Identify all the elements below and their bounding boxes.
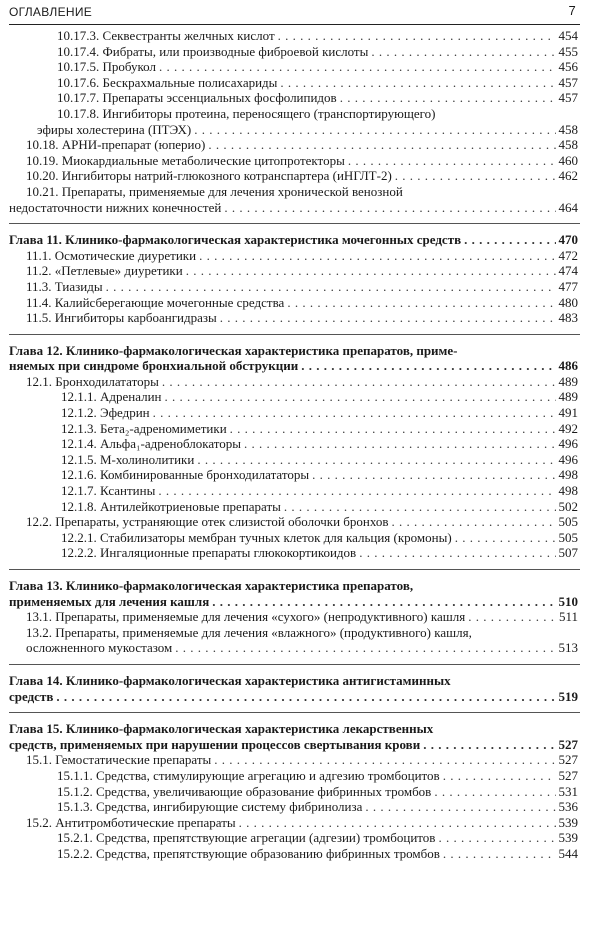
toc-chapter[interactable]: [9, 689, 580, 705]
toc-entry[interactable]: [9, 153, 580, 169]
toc-entry[interactable]: [9, 436, 580, 452]
dot-leader: [244, 436, 555, 452]
toc-entry[interactable]: [9, 815, 580, 831]
entry-page: 507: [558, 545, 578, 561]
dot-leader: [438, 830, 555, 846]
entry-page: 539: [558, 830, 578, 846]
entry-title: 10.19. Миокардиальные метаболические цитопротекторы: [26, 152, 345, 168]
toc-entry[interactable]: [9, 310, 580, 326]
page-number: 7: [568, 3, 576, 18]
entry-page: 502: [558, 498, 578, 514]
entry-title: 11.4. Калийсберегающие мочегонные средства: [26, 294, 285, 310]
entry-page: 496: [558, 451, 578, 467]
dot-leader: [312, 467, 555, 483]
toc-entry[interactable]: [9, 640, 580, 656]
entry-page: 527: [558, 736, 578, 752]
toc-entry[interactable]: [9, 279, 580, 295]
entry-page: 519: [558, 688, 578, 704]
entry-page: 539: [558, 814, 578, 830]
chapter-title: средств, применяемых при нарушении процессов свертывания крови: [9, 736, 421, 752]
entry-page: 457: [558, 90, 578, 106]
toc-entry[interactable]: [9, 830, 580, 846]
toc-entry[interactable]: [9, 752, 580, 768]
entry-page: 513: [558, 640, 578, 656]
toc-entry[interactable]: [9, 609, 580, 625]
entry-page: 527: [558, 752, 578, 768]
entry-title: 15.1.3. Средства, ингибирующие систему фибринолиза: [57, 799, 363, 815]
entry-title: 12.1.2. Эфедрин: [61, 405, 150, 421]
entry-title: 10.17.4. Фибраты, или производные фиброевой кислоты: [57, 43, 369, 59]
section-divider: [9, 656, 580, 665]
entry-page: 498: [558, 467, 578, 483]
toc-entry[interactable]: [9, 263, 580, 279]
entry-page: 456: [558, 59, 578, 75]
entry-title: 12.1.3. Бета₂-адреномиметики: [61, 420, 227, 436]
dot-leader: [208, 137, 555, 153]
dot-leader: [106, 279, 556, 295]
dot-leader: [423, 737, 555, 753]
entry-title: 15.1.1. Средства, стимулирующие агрегацию и адгезию тромбоцитов: [57, 767, 440, 783]
toc-chapter[interactable]: [9, 594, 580, 610]
toc-entry-line[interactable]: 10.21. Препараты, применяемые для лечения хронической венозной: [26, 183, 403, 199]
section-divider: [9, 215, 580, 224]
toc-entry[interactable]: [9, 248, 580, 264]
entry-page: 486: [558, 358, 578, 374]
entry-page: 505: [558, 529, 578, 545]
toc-entry-line[interactable]: 10.17.8. Ингибиторы протеина, переносящего (транспортирующего): [57, 105, 436, 121]
entry-page: 510: [558, 593, 578, 609]
entry-page: 454: [558, 28, 578, 43]
toc-entry[interactable]: [9, 75, 580, 91]
entry-title: 15.1. Гемостатические препараты: [26, 752, 212, 768]
dot-leader: [280, 75, 555, 91]
entry-page: 496: [558, 436, 578, 452]
dot-leader: [153, 405, 556, 421]
dot-leader: [278, 28, 556, 44]
section-divider: [9, 704, 580, 713]
toc-chapter-line[interactable]: Глава 15. Клинико-фармакологическая характеристика лекарственных: [9, 721, 434, 737]
entry-title: 10.17.3. Секвестранты желчных кислот: [57, 28, 275, 43]
entry-page: 489: [558, 389, 578, 405]
entry-title: 12.1.5. М-холинолитики: [61, 451, 195, 467]
entry-title: недостаточности нижних конечностей: [9, 199, 222, 215]
dot-leader: [371, 44, 555, 60]
toc-entry[interactable]: [9, 768, 580, 784]
toc-chapter[interactable]: [9, 358, 580, 374]
toc-entry[interactable]: [9, 44, 580, 60]
dot-leader: [284, 499, 556, 515]
dot-leader: [199, 248, 555, 264]
toc-entry[interactable]: [9, 483, 580, 499]
toc-entry[interactable]: [9, 545, 580, 561]
entry-page: 480: [558, 294, 578, 310]
toc-entry[interactable]: [9, 137, 580, 153]
entry-title: 11.1. Осмотические диуретики: [26, 247, 197, 263]
entry-page: 474: [558, 263, 578, 279]
dot-leader: [464, 232, 555, 248]
entry-page: 458: [558, 137, 578, 153]
entry-page: 531: [558, 783, 578, 799]
entry-title: 12.1.4. Альфа₁-адреноблокаторы: [61, 436, 242, 452]
dot-leader: [158, 483, 555, 499]
entry-title: 15.1.2. Средства, увеличивающие образование фибринных тромбов: [57, 783, 432, 799]
chapter-title: применяемых для лечения кашля: [9, 593, 210, 609]
entry-title: 10.20. Ингибиторы натрий-глюкозного котранспартера (иНГЛТ-2): [26, 168, 392, 184]
entry-title: 12.2. Препараты, устраняющие отек слизистой оболочки бронхов: [26, 514, 389, 530]
entry-page: 458: [558, 121, 578, 137]
chapter-title: няемых при синдроме бронхиальной обструкции: [9, 358, 299, 374]
dot-leader: [239, 815, 556, 831]
toc-entry[interactable]: [9, 122, 580, 138]
dot-leader: [186, 263, 556, 279]
entry-title: 12.2.1. Стабилизаторы мембран тучных клеток для кальция (кромоны): [61, 529, 452, 545]
entry-page: 460: [558, 152, 578, 168]
toc-entry[interactable]: [9, 499, 580, 515]
dot-leader: [392, 514, 556, 530]
toc-entry[interactable]: [9, 200, 580, 216]
dot-leader: [443, 846, 556, 862]
dot-leader: [197, 452, 555, 468]
dot-leader: [212, 594, 555, 610]
entry-page: 455: [558, 43, 578, 59]
dot-leader: [340, 90, 556, 106]
entry-title: 12.1. Бронходилататоры: [26, 373, 159, 389]
dot-leader: [395, 168, 556, 184]
entry-title: 10.17.5. Пробукол: [57, 59, 156, 75]
entry-page: 492: [558, 420, 578, 436]
entry-title: 10.17.7. Препараты эссенциальных фосфолипидов: [57, 90, 337, 106]
section-divider: [9, 326, 580, 335]
dot-leader: [365, 799, 555, 815]
entry-page: 511: [558, 609, 578, 625]
toc-entry[interactable]: [9, 90, 580, 106]
dot-leader: [434, 784, 555, 800]
entry-title: осложненного мукостазом: [26, 640, 173, 656]
dot-leader: [348, 153, 556, 169]
entry-page: 489: [558, 373, 578, 389]
toc-entry[interactable]: [9, 452, 580, 468]
toc-entry[interactable]: [9, 295, 580, 311]
entry-title: 12.1.7. Ксантины: [61, 483, 156, 499]
toc-entry[interactable]: [9, 784, 580, 800]
entry-title: 10.17.6. Бескрахмальные полисахариды: [57, 74, 278, 90]
entry-title: 12.1.8. Антилейкотриеновые препараты: [61, 498, 281, 514]
dot-leader: [214, 752, 555, 768]
toc-chapter-line[interactable]: Глава 14. Клинико-фармакологическая характеристика антигистаминных: [9, 672, 451, 688]
toc-entry[interactable]: [9, 389, 580, 405]
entry-page: 491: [558, 405, 578, 421]
dot-leader: [165, 389, 556, 405]
toc-entry-line[interactable]: 13.2. Препараты, применяемые для лечения «влажного» (продуктивного) кашля,: [26, 624, 472, 640]
toc-chapter[interactable]: [9, 232, 580, 248]
running-header: [9, 2, 580, 25]
entry-page: 498: [558, 483, 578, 499]
dot-leader: [287, 295, 555, 311]
toc-entry[interactable]: [9, 28, 580, 44]
entry-title: 15.2.2. Средства, препятствующие образованию фибринных тромбов: [57, 845, 440, 861]
entry-title: эфиры холестерина (ПТЭХ): [37, 121, 192, 137]
entry-page: 457: [558, 74, 578, 90]
toc-entry[interactable]: [9, 168, 580, 184]
dot-leader: [455, 530, 556, 546]
entry-page: 536: [558, 799, 578, 815]
entry-title: 11.2. «Петлевые» диуретики: [26, 263, 183, 279]
dot-leader: [194, 122, 555, 138]
table-of-contents: [9, 28, 580, 862]
toc-entry[interactable]: [9, 799, 580, 815]
entry-page: 505: [558, 514, 578, 530]
header-title: ОГЛАВЛЕНИЕ: [9, 5, 93, 19]
entry-page: 462: [558, 168, 578, 184]
toc-chapter-line[interactable]: Глава 13. Клинико-фармакологическая характеристика препаратов,: [9, 578, 414, 593]
dot-leader: [224, 200, 555, 216]
entry-page: 477: [558, 278, 578, 294]
entry-page: 544: [558, 845, 578, 861]
entry-title: 12.1.1. Адреналин: [61, 389, 162, 405]
toc-chapter-line[interactable]: Глава 12. Клинико-фармакологическая характеристика препаратов, приме-: [9, 342, 458, 358]
entry-page: 527: [558, 767, 578, 783]
toc-entry[interactable]: [9, 514, 580, 530]
entry-page: 472: [558, 247, 578, 263]
toc-entry[interactable]: [9, 59, 580, 75]
entry-title: 11.3. Тиазиды: [26, 278, 103, 294]
entry-title: 12.1.6. Комбинированные бронходилататоры: [61, 467, 310, 483]
dot-leader: [175, 640, 555, 656]
entry-page: 464: [558, 199, 578, 215]
toc-chapter[interactable]: [9, 737, 580, 753]
toc-entry[interactable]: [9, 846, 580, 862]
entry-title: 10.18. АРНИ-препарат (юперио): [26, 137, 206, 153]
entry-title: 13.1. Препараты, применяемые для лечения «сухого» (непродуктивного) кашля: [26, 609, 466, 625]
chapter-title: Глава 11. Клинико-фармакологическая характеристика мочегонных средств: [9, 232, 462, 248]
dot-leader: [220, 310, 556, 326]
entry-page: 483: [558, 310, 578, 326]
entry-title: 11.5. Ингибиторы карбоангидразы: [26, 310, 217, 326]
toc-entry[interactable]: [9, 374, 580, 390]
dot-leader: [359, 545, 555, 561]
dot-leader: [162, 374, 556, 390]
section-divider: [9, 561, 580, 570]
dot-leader: [301, 358, 555, 374]
toc-entry[interactable]: [9, 530, 580, 546]
toc-entry[interactable]: [9, 421, 580, 437]
dot-leader: [230, 421, 556, 437]
chapter-title: средств: [9, 688, 54, 704]
dot-leader: [468, 609, 556, 625]
entry-title: 15.2.1. Средства, препятствующие агрегации (адгезии) тромбоцитов: [57, 830, 436, 846]
entry-page: 470: [558, 232, 578, 248]
entry-title: 15.2. Антитромботические препараты: [26, 814, 236, 830]
entry-title: 12.2.2. Ингаляционные препараты глюкокортикоидов: [61, 545, 357, 561]
dot-leader: [159, 59, 556, 75]
toc-entry[interactable]: [9, 467, 580, 483]
dot-leader: [443, 768, 556, 784]
dot-leader: [56, 689, 555, 705]
toc-entry[interactable]: [9, 405, 580, 421]
